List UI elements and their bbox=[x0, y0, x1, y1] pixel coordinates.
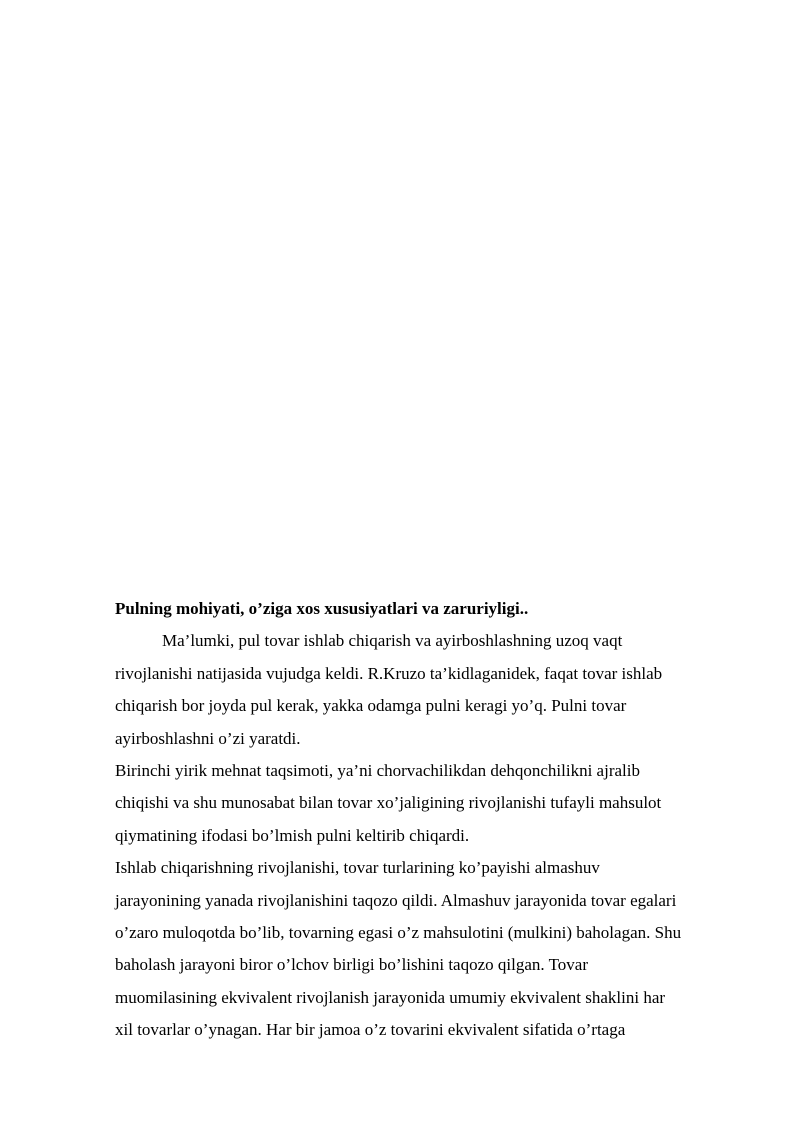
section-heading: Pulning mohiyati, o’ziga xos xususiyatlari va zaruriyligi.. bbox=[115, 599, 529, 618]
paragraph-line: Birinchi yirik mehnat taqsimoti, ya’ni chorvachilikdan dehqonchilikni ajralib bbox=[115, 760, 640, 780]
paragraph-line: xil tovarlar o’ynagan. Har bir jamoa o’z tovarini ekvivalent sifatida o’rtaga bbox=[115, 1020, 626, 1040]
paragraph-line: jarayonining yanada rivojlanishini taqozo qildi. Almashuv jarayonida tovar egalari bbox=[115, 890, 677, 910]
paragraph-line: qiymatining ifodasi bo’lmish pulni keltirib chiqardi. bbox=[115, 825, 470, 845]
paragraph-line: Ishlab chiqarishning rivojlanishi, tovar turlarining ko’payishi almashuv bbox=[115, 858, 600, 878]
paragraph-line: rivojlanishi natijasida vujudga keldi. R.Kruzo ta’kidlaganidek, faqat tovar ishlab bbox=[115, 663, 663, 683]
paragraph-line: baholash jarayoni biror o’lchov birligi bo’lishini taqozo qilgan. Tovar bbox=[115, 955, 588, 975]
document-body bbox=[115, 593, 745, 1046]
paragraph-line: Ma’lumki, pul tovar ishlab chiqarish va ayirboshlashning uzoq vaqt bbox=[162, 631, 623, 651]
paragraph-line: chiqishi va shu munosabat bilan tovar xo’jaligining rivojlanishi tufayli mahsulot bbox=[115, 793, 662, 813]
paragraph-line: o’zaro muloqotda bo’lib, tovarning egasi o’z mahsulotini (mulkini) baholagan. Shu bbox=[115, 922, 682, 942]
paragraph-line: chiqarish bor joyda pul kerak, yakka odamga pulni keragi yo’q. Pulni tovar bbox=[115, 696, 627, 716]
paragraph-line: muomilasining ekvivalent rivojlanish jarayonida umumiy ekvivalent shaklini har bbox=[115, 987, 666, 1007]
paragraph-line: ayirboshlashni o’zi yaratdi. bbox=[115, 728, 301, 748]
